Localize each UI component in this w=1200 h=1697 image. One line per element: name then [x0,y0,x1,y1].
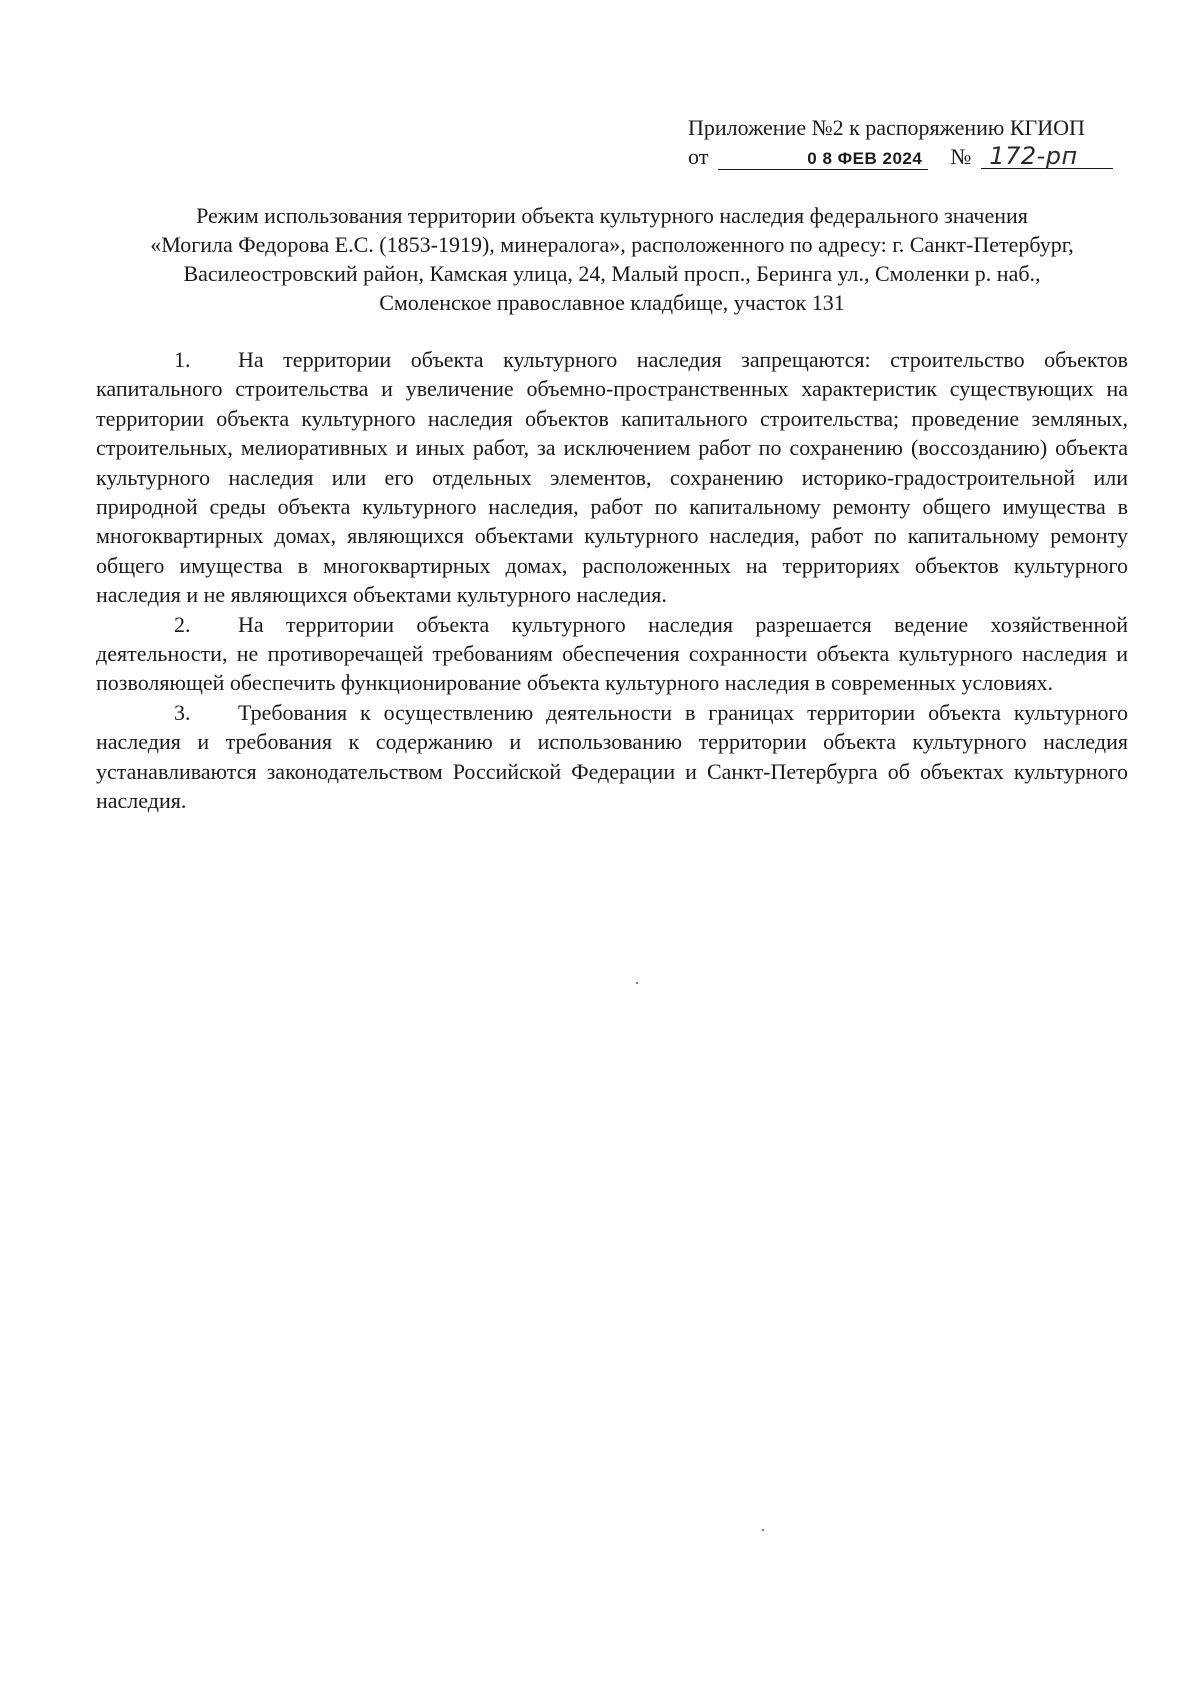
date-stamp: 0 8 ФЕВ 2024 [718,149,928,170]
title-line-1: Режим использования территории объекта культурного наследия федерального значения [196,203,1028,228]
paragraph-number: 1. [174,347,191,372]
appendix-date-number-line [688,142,1128,171]
from-label: от [688,144,709,169]
appendix-title: Приложение №2 к распоряжению КГИОП [688,115,1085,140]
number-label: № [950,144,972,169]
paragraph-1 [96,345,1128,610]
title-line-3: Василеостровский район, Камская улица, 24, Малый просп., Беринга ул., Смоленки р. наб., [183,261,1041,286]
paragraph-number: 2. [174,611,191,637]
title-line-4: Смоленское православное кладбище, участок 131 [379,290,845,315]
scan-speck [636,982,638,984]
title-line-2: «Могила Федорова Е.С. (1853-1919), минералога», расположенного по адресу: г. Санкт-Петербург, [150,232,1074,257]
paragraph-text: На территории объекта культурного наследия разрешается ведение хозяйственной деятельности, не противоречащей требованиям обеспечения сохранности объекта культурного наследия и позволяющей обеспечить функционирование объекта культурного наследия в современных условиях. [96,611,1128,696]
paragraph-3 [96,698,1128,816]
scan-speck [762,1529,764,1531]
document-title [96,201,1128,317]
handwritten-number: 172-рп [981,144,1113,169]
document-body [96,345,1128,816]
paragraph-text: Требования к осуществлению деятельности в границах территории объекта культурного наследия и требования к содержанию и использованию территории объекта культурного наследия устанавливаются законодательством Российской Федерации и Санкт-Петербурга об объектах культурного наследия. [96,699,1128,814]
paragraph-2 [96,610,1128,698]
appendix-header [688,113,1128,171]
paragraph-text: На территории объекта культурного наследия запрещаются: строительство объектов капитального строительства и увеличение объемно-пространственных характеристик существующих на территории объекта культурного наследия объектов капитального строительства; проведение земляных, строительных, мелиоративных и иных работ, за исключением работ по сохранению (воссозданию) объекта культурного наследия или его отдельных элементов, сохранению историко-градостроительной или природной среды объекта культурного наследия, работ по капитальному ремонту общего имущества в многоквартирных домах, являющихся объектами культурного наследия, работ по капитальному ремонту общего имущества в многоквартирных домах, расположенных на территориях объектов культурного наследия и не являющихся объектами культурного наследия. [96,347,1128,608]
paragraph-number: 3. [174,699,191,725]
